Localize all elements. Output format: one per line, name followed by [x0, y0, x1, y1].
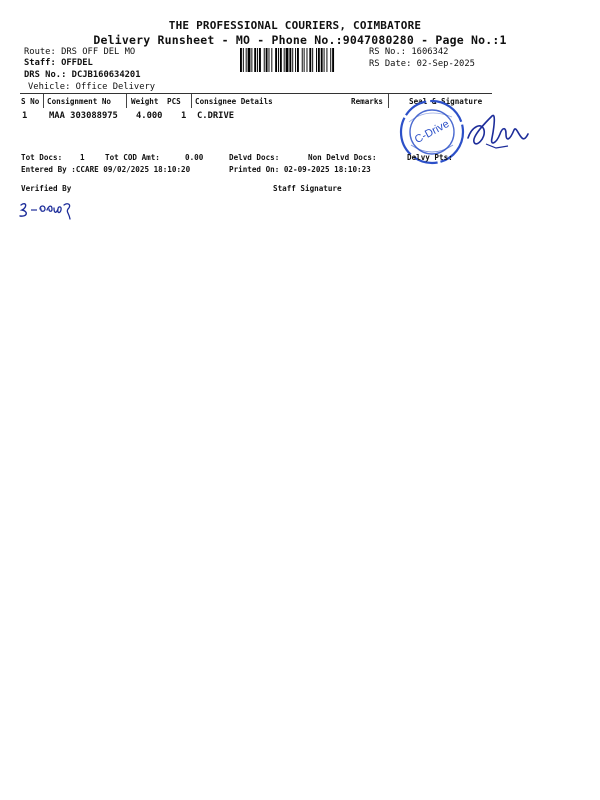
- row-sno: 1: [22, 111, 28, 121]
- header-pcs: PCS: [167, 97, 181, 106]
- row-weight: 4.000: [136, 111, 163, 121]
- header-remarks: Remarks: [351, 97, 384, 106]
- delvy-pts-label: Delvy Pts:: [407, 153, 453, 162]
- printed-on: Printed On: 02-09-2025 18:10:23: [229, 165, 371, 174]
- company-title: THE PROFESSIONAL COURIERS, COIMBATORE: [168, 19, 422, 32]
- staff: Staff: OFFDEL: [24, 58, 93, 68]
- barcode: [240, 48, 368, 72]
- vehicle: Vehicle: Office Delivery: [28, 82, 156, 92]
- header-seal-signature: Seal & Signature: [409, 97, 483, 106]
- col-divider: [388, 94, 389, 108]
- header-consignee: Consignee Details: [195, 97, 273, 106]
- staff-signature-label: Staff Signature: [273, 184, 342, 193]
- header-weight: Weight: [131, 97, 159, 106]
- table-top-rule: [20, 93, 492, 94]
- handwritten-signature: [462, 108, 532, 156]
- tot-cod-label: Tot COD Amt:: [105, 153, 160, 162]
- row-consignment-no: MAA 303088975: [49, 111, 118, 121]
- drs-number: DRS No.: DCJB160634201: [24, 70, 141, 80]
- header-consignment: Consignment No: [47, 97, 112, 106]
- row-pcs: 1: [181, 111, 187, 121]
- non-delvd-docs-label: Non Delvd Docs:: [308, 153, 377, 162]
- col-divider: [126, 94, 127, 108]
- tot-docs: 1: [80, 153, 85, 162]
- tot-cod-amount: 0.00: [185, 153, 204, 162]
- rs-date: RS Date: 02-Sep-2025: [369, 59, 475, 69]
- row-consignee: C.DRIVE: [197, 111, 235, 121]
- col-divider: [43, 94, 44, 108]
- header-sno: S No: [21, 97, 40, 106]
- delvd-docs-label: Delvd Docs:: [229, 153, 280, 162]
- stamp-text: C-Drive: [412, 117, 452, 147]
- col-divider: [191, 94, 192, 108]
- runsheet-title: Delivery Runsheet - MO - Phone No.:9047080280 - Page No.:1: [93, 33, 507, 47]
- verified-by: Verified By: [21, 184, 72, 193]
- tot-docs-label: Tot Docs:: [21, 153, 63, 162]
- handwritten-date: [16, 199, 88, 221]
- rs-number: RS No.: 1606342: [369, 47, 449, 57]
- entered-by: Entered By :CCARE 09/02/2025 18:10:20: [21, 165, 191, 174]
- route: Route: DRS OFF DEL MO: [24, 47, 136, 57]
